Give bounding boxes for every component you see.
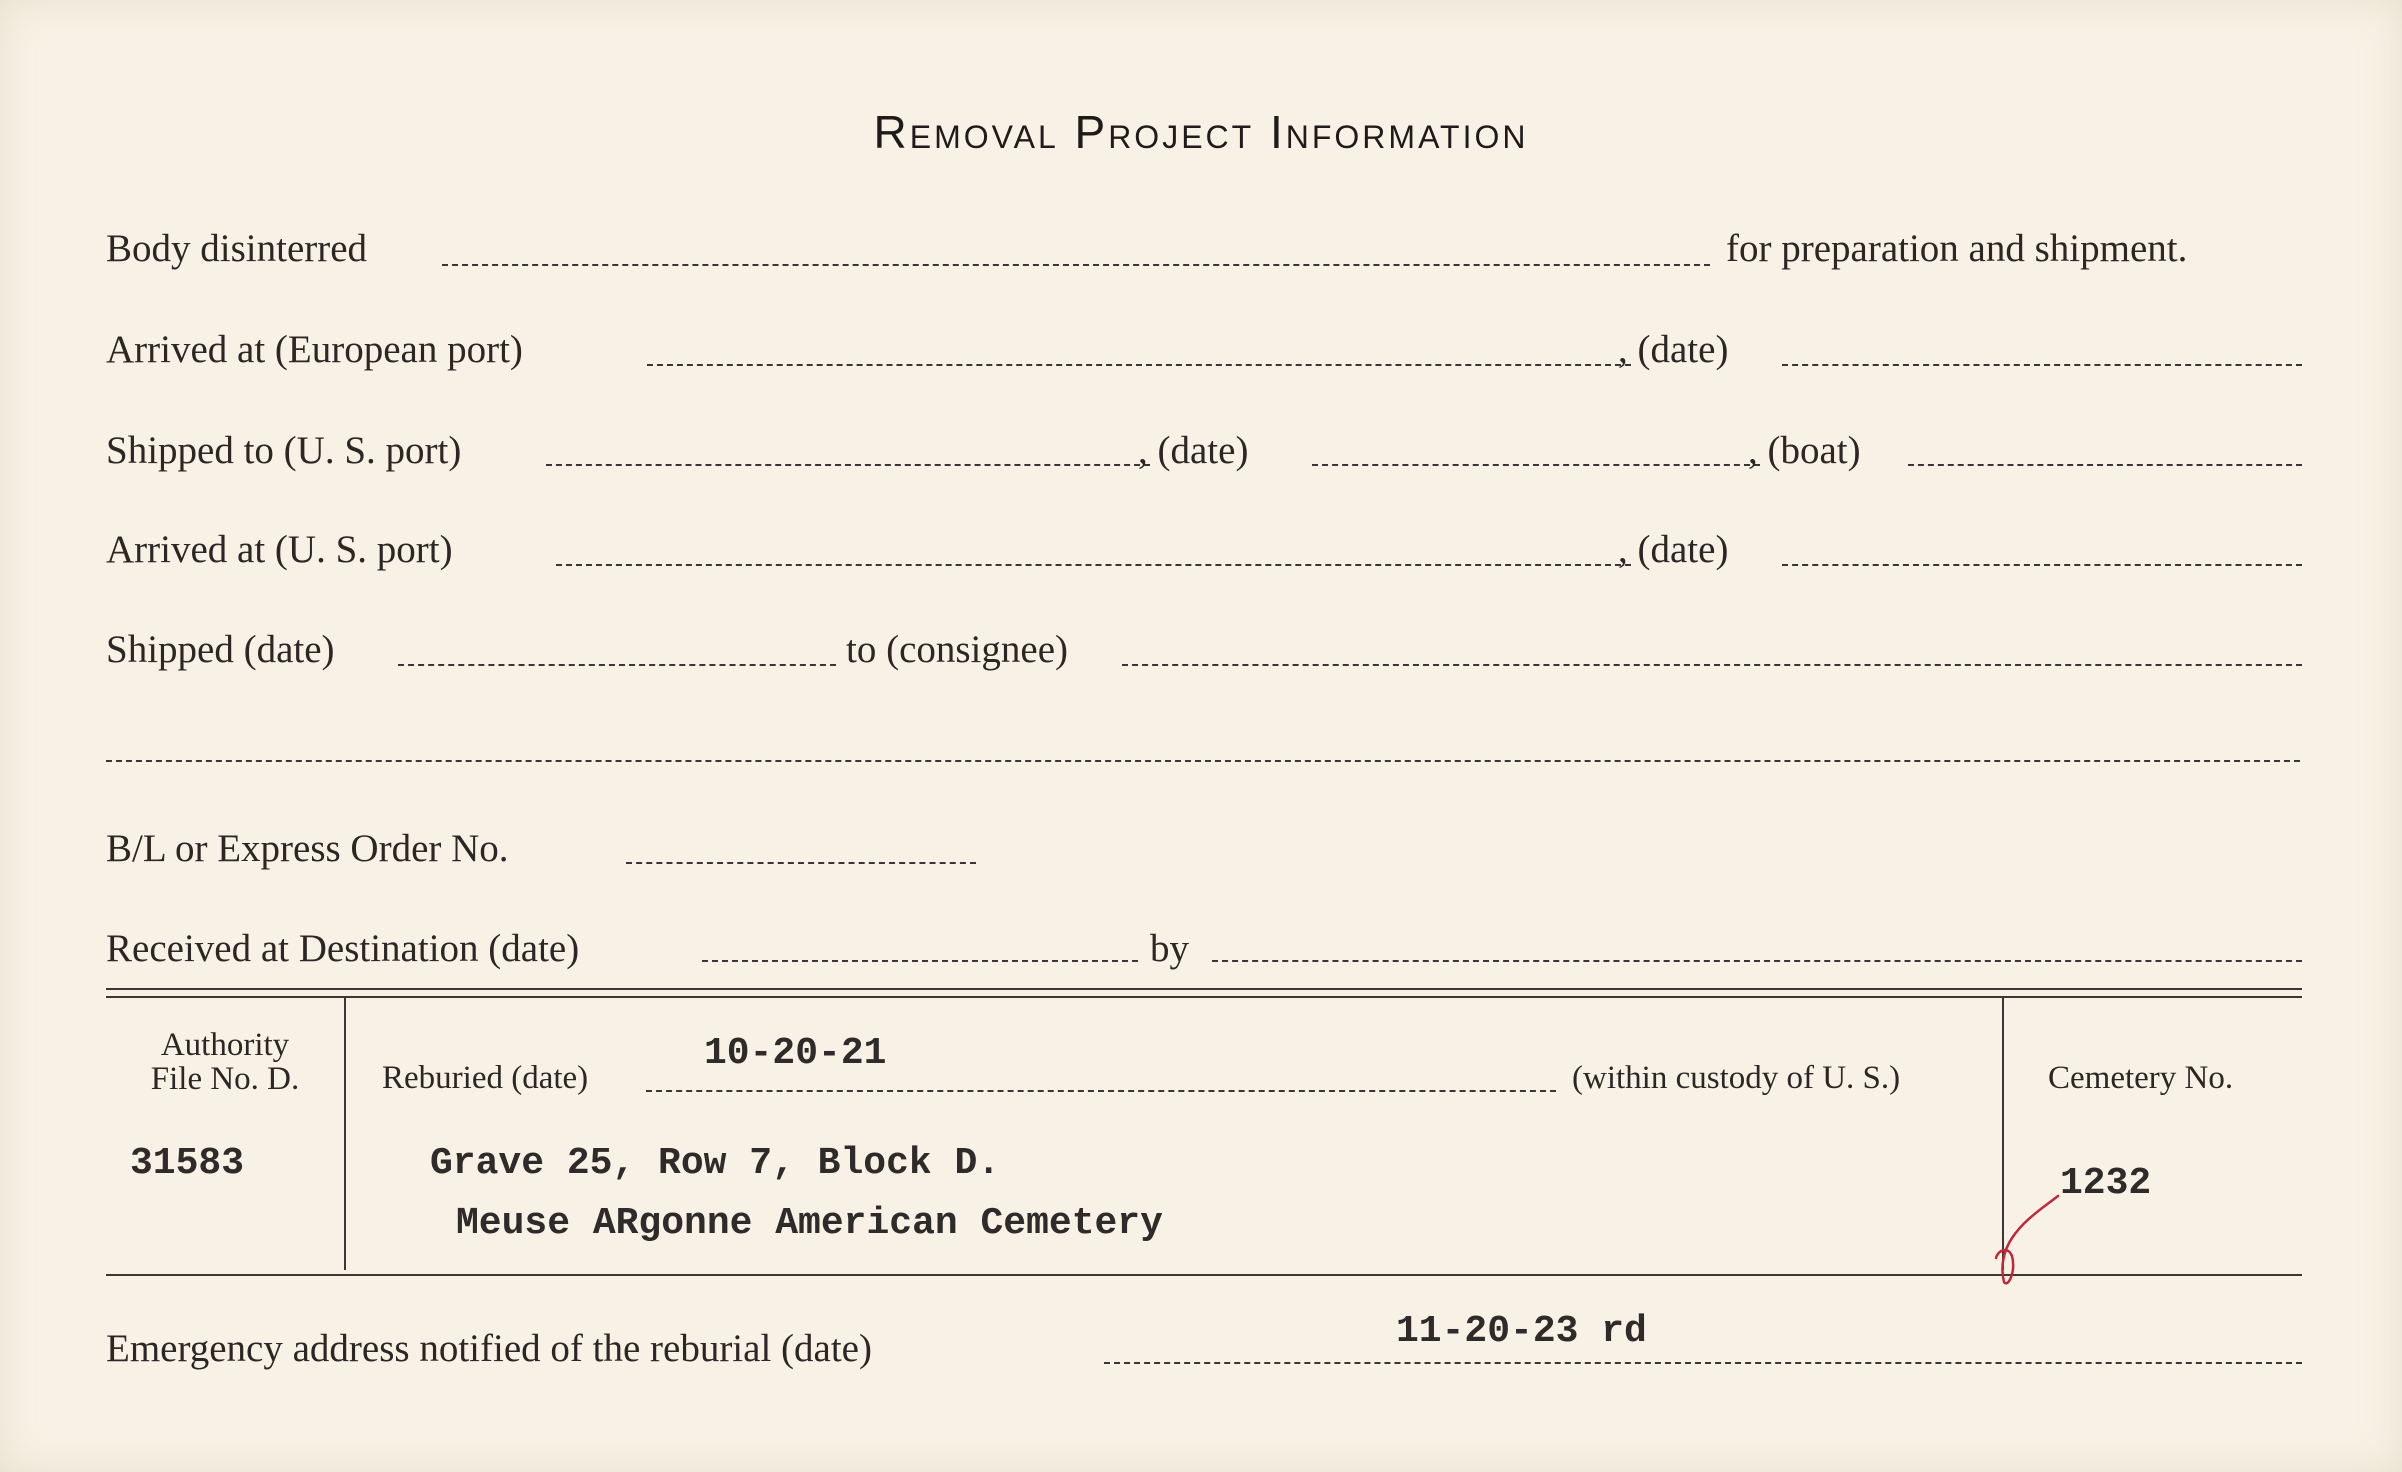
to-consignee-label: to (consignee)	[846, 628, 1069, 671]
reburied-date-label: Reburied (date)	[382, 1060, 589, 1096]
consignee-line	[1122, 664, 2302, 666]
received-by-line	[1212, 960, 2302, 962]
table-divider-left	[344, 998, 346, 1270]
shipped-to-us-port-label: Shipped to (U. S. port)	[106, 429, 462, 472]
emergency-notified-label: Emergency address notified of the reburial (date)	[106, 1327, 872, 1370]
date-label-a: , (date)	[1618, 328, 1729, 371]
date-label-b: , (date)	[1138, 429, 1249, 472]
notified-date-value: 11-20-23 rd	[1396, 1310, 1647, 1353]
table-bottom-rule	[106, 1274, 2302, 1276]
by-label: by	[1150, 927, 1189, 970]
within-custody-label: (within custody of U. S.)	[1572, 1060, 1901, 1096]
received-destination-label: Received at Destination (date)	[106, 927, 580, 970]
table-top-rule	[106, 988, 2302, 990]
cemetery-no-label: Cemetery No.	[2048, 1060, 2234, 1096]
bl-express-label: B/L or Express Order No.	[106, 827, 509, 870]
file-number-value: 31583	[130, 1142, 245, 1185]
shipped-date-label: Shipped (date)	[106, 628, 335, 671]
reburied-date-value: 10-20-21	[704, 1032, 887, 1075]
arrived-us-port-line	[556, 564, 1631, 566]
consignee-continuation-line	[106, 760, 2300, 762]
body-disinterred-label: Body disinterred	[106, 227, 368, 270]
shipped-date-line	[398, 664, 836, 666]
arrived-european-port-line	[647, 364, 1631, 366]
card-title: Removal Project Information	[873, 106, 1529, 158]
arrived-european-port-label: Arrived at (European port)	[106, 328, 523, 371]
authority-label-line2: File No. D.	[150, 1061, 300, 1097]
table-top-rule-double	[106, 996, 2302, 998]
body-disinterred-line	[442, 264, 1710, 266]
received-date-line	[702, 960, 1138, 962]
reburied-date-line	[646, 1090, 1556, 1092]
bl-express-line	[626, 862, 976, 864]
authority-label-line1: Authority	[160, 1027, 290, 1063]
date-line-b	[1312, 464, 1760, 466]
cemetery-name-value: Meuse ARgonne American Cemetery	[456, 1202, 1163, 1245]
grave-location-value: Grave 25, Row 7, Block D.	[430, 1142, 1001, 1185]
date-label-c: , (date)	[1618, 528, 1729, 571]
arrived-us-port-label: Arrived at (U. S. port)	[106, 528, 453, 571]
cemetery-no-value: 1232	[2060, 1162, 2152, 1205]
emergency-date-line	[1104, 1362, 2302, 1364]
date-line-c	[1782, 564, 2302, 566]
shipped-to-us-port-line	[546, 464, 1150, 466]
for-preparation-label: for preparation and shipment.	[1726, 227, 2188, 270]
date-line-a	[1782, 364, 2302, 366]
red-check-mark	[1990, 1190, 2060, 1290]
boat-label: , (boat)	[1748, 429, 1861, 472]
boat-line	[1908, 464, 2302, 466]
